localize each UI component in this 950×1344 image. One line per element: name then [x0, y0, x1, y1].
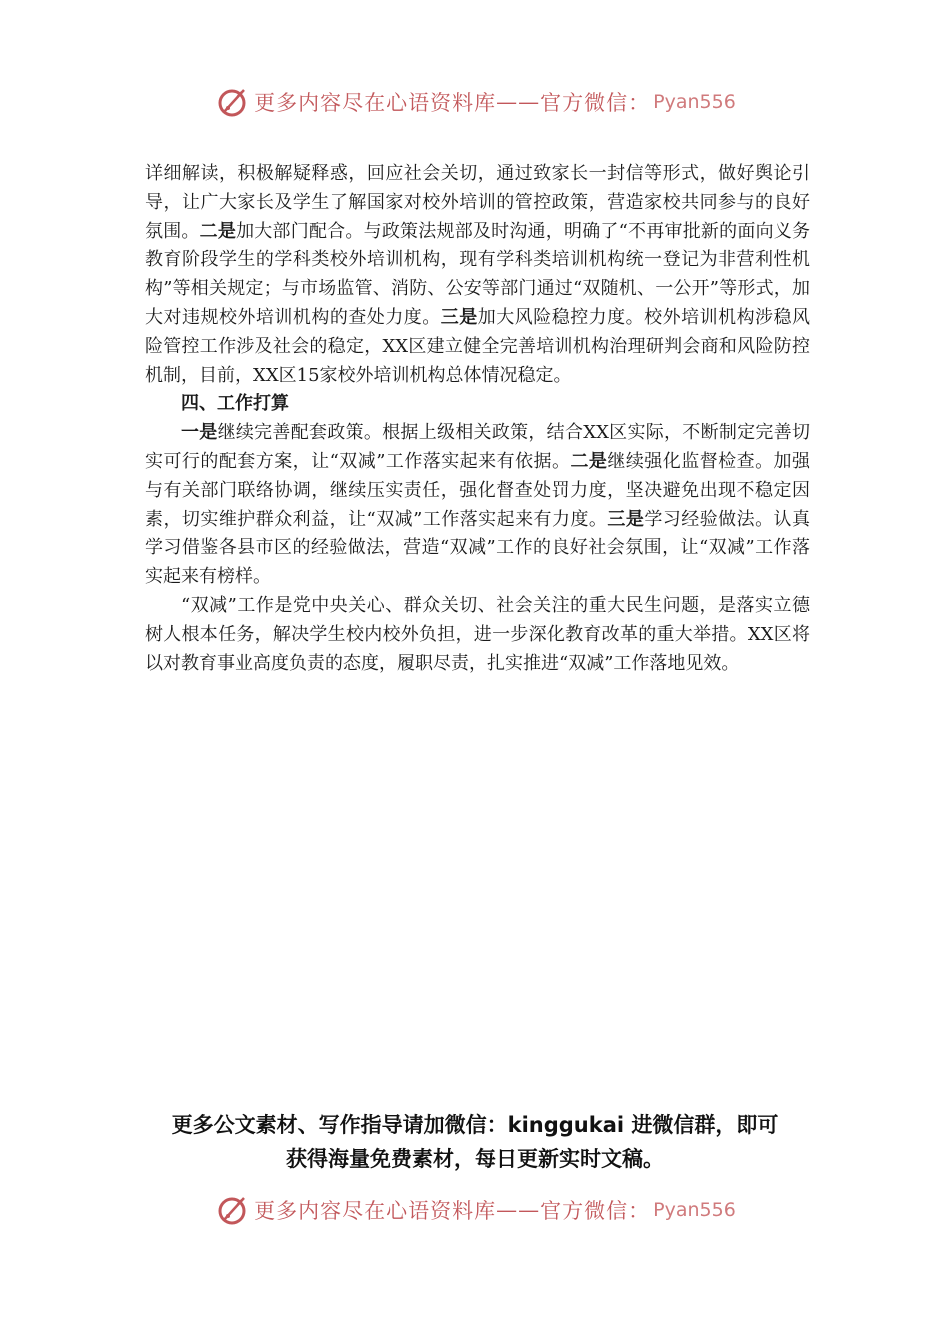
paragraph-plans: [145, 419, 810, 592]
promo-notice: [130, 1108, 820, 1176]
quill-logo-icon: [214, 84, 250, 120]
text-run: 继续强化监督检查。加强与有关部门联络协调，继续压实责任，强化督查处罚力度，坚决避免出现不稳定因素，切实维护群众利益，让“双减”工作落实起来有力度。: [145, 450, 810, 530]
section-heading: 四、工作打算: [181, 393, 289, 415]
header-banner: [0, 82, 950, 122]
promo-line-1: 更多公文素材、写作指导请加微信：kinggukai 进微信群，即可: [171, 1113, 779, 1137]
lead-label: 二是: [570, 450, 608, 472]
lead-label: 三是: [607, 508, 645, 530]
banner-dash: ——: [496, 1198, 541, 1222]
lead-label: 二是: [199, 220, 237, 242]
text-run: 加大部门配合。与政策法规部及时沟通，明确了“不再审批新的面向义务教育阶段学生的学科类校外培训机构，现有学科类培训机构统一登记为非营利性机构”等相关规定；与市场监管、消防、公安等部门通过“双随机、一公开”等形式，加大对违规校外培训机构的查处力度。: [145, 220, 811, 328]
banner-wechat-label: 官方微信：: [540, 91, 651, 115]
banner-dash: ——: [496, 90, 541, 114]
paragraph-conclusion: “双减”工作是党中央关心、群众关切、社会关注的重大民生问题，是落实立德树人根本任务，解决学生校内校外负担，进一步深化教育改革的重大举措。XX区将以对教育事业高度负责的态度，履职尽责，扎实推进“双减”工作落地见效。: [145, 594, 810, 674]
banner-wechat-label: 官方微信：: [540, 1199, 651, 1223]
promo-line-2: 获得海量免费素材，每日更新实时文稿。: [286, 1147, 664, 1171]
text-run: 详细解读，积极解疑释惑，回应社会关切，通过致家长一封信等形式，做好舆论引导，让广大家长及学生了解国家对校外培训的管控政策，营造家校共同参与的良好氛围。: [145, 163, 810, 242]
banner-wechat-id: Pyan556: [653, 1199, 736, 1221]
text-run: 学习经验做法。认真学习借鉴各县市区的经验做法，营造“双减”工作的良好社会氛围，让“双减”工作落实起来有榜样。: [145, 508, 810, 588]
lead-label: 一是: [181, 422, 218, 444]
footer-banner: [0, 1190, 950, 1230]
document-body: [145, 160, 810, 678]
lead-label: 三是: [440, 306, 478, 328]
banner-brand-text: 更多内容尽在心语资料库: [254, 91, 497, 115]
quill-logo-icon: [214, 1192, 250, 1228]
text-run: 加大风险稳控力度。校外培训机构涉稳风险管控工作涉及社会的稳定，XX区建立健全完善培训机构治理研判会商和风险防控机制，目前，XX区15家校外培训机构总体情况稳定。: [145, 306, 811, 386]
text-run: 继续完善配套政策。根据上级相关政策，结合XX区实际，不断制定完善切实可行的配套方案，让“双减”工作落实起来有依据。: [145, 422, 810, 472]
banner-wechat-id: Pyan556: [653, 91, 736, 113]
banner-brand-text: 更多内容尽在心语资料库: [254, 1199, 497, 1223]
paragraph-measures: [145, 160, 810, 390]
